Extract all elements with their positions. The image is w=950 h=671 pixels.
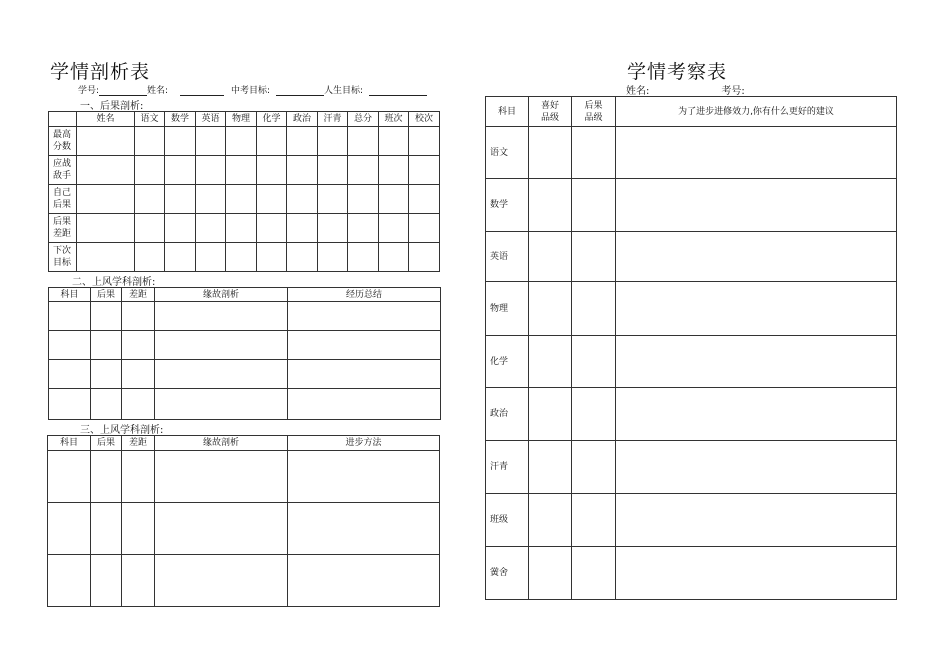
entry-cell[interactable]: [165, 156, 196, 185]
row-label-line2: 目标: [53, 258, 72, 268]
entry-cell[interactable]: [616, 179, 897, 232]
subject-label: 英语: [486, 232, 529, 282]
entry-cell[interactable]: [572, 282, 616, 336]
entry-cell[interactable]: [379, 185, 409, 214]
header-cell: 差距: [122, 436, 155, 451]
name-label: 姓名:: [147, 86, 169, 96]
entry-cell[interactable]: [77, 214, 135, 243]
entry-cell[interactable]: [409, 127, 440, 156]
row-label: [49, 156, 77, 185]
header-cell: 语文: [135, 112, 165, 127]
header-cell: 英语: [196, 112, 226, 127]
table-row: [49, 243, 440, 272]
student-id-blank[interactable]: [99, 86, 147, 96]
table-row: [48, 503, 440, 555]
entry-cell[interactable]: [288, 302, 441, 331]
strong-subject-table: [48, 287, 441, 420]
entry-cell[interactable]: [48, 503, 91, 555]
entry-cell[interactable]: [77, 156, 135, 185]
entry-cell[interactable]: [287, 156, 318, 185]
entry-cell[interactable]: [318, 243, 348, 272]
header-cell: 汗青: [318, 112, 348, 127]
entry-cell[interactable]: [257, 243, 287, 272]
subject-label: 语文: [486, 127, 529, 179]
header-cell: 姓名: [77, 112, 135, 127]
table-header-row: [49, 112, 440, 127]
entry-cell[interactable]: [91, 555, 122, 607]
subject-label: 数学: [486, 179, 529, 232]
name-blank[interactable]: [180, 86, 224, 96]
row-label-line1: 后果: [53, 217, 72, 227]
table-row: [48, 555, 440, 607]
name-label: 姓名:: [626, 86, 650, 97]
exam-target-blank[interactable]: [276, 86, 324, 96]
entry-cell[interactable]: [49, 302, 91, 331]
row-label: [49, 185, 77, 214]
entry-cell[interactable]: [409, 185, 440, 214]
entry-cell[interactable]: [616, 547, 897, 600]
entry-cell[interactable]: [257, 185, 287, 214]
entry-cell[interactable]: [287, 127, 318, 156]
entry-cell[interactable]: [616, 232, 897, 282]
entry-cell[interactable]: [48, 555, 91, 607]
header-cell: 进步方法: [288, 436, 440, 451]
header-cell: 差距: [122, 288, 155, 302]
header-cell: 缘故剖析: [155, 288, 288, 302]
entry-cell[interactable]: [165, 127, 196, 156]
entry-cell[interactable]: [409, 243, 440, 272]
table-header-row: [486, 97, 897, 127]
entry-cell[interactable]: [77, 243, 135, 272]
entry-cell[interactable]: [616, 336, 897, 388]
subject-label: 黉舍: [486, 547, 529, 600]
table-row: [49, 156, 440, 185]
row-label-line1: 自己: [53, 188, 72, 198]
header-cell: [49, 112, 77, 127]
entry-cell[interactable]: [572, 547, 616, 600]
entry-cell[interactable]: [318, 185, 348, 214]
entry-cell[interactable]: [348, 185, 379, 214]
entry-cell[interactable]: [572, 232, 616, 282]
entry-cell[interactable]: [155, 503, 288, 555]
entry-cell[interactable]: [122, 360, 155, 389]
life-target-blank[interactable]: [369, 86, 427, 96]
life-target-label: 人生目标:: [324, 86, 364, 96]
entry-cell[interactable]: [91, 360, 122, 389]
entry-cell[interactable]: [91, 451, 122, 503]
table-row: [49, 127, 440, 156]
row-label-line2: 差距: [53, 229, 72, 239]
table-header-row: [48, 436, 440, 451]
entry-cell[interactable]: [379, 156, 409, 185]
subject-header: 科目: [486, 97, 529, 127]
header-cell: 总分: [348, 112, 379, 127]
entry-cell[interactable]: [122, 503, 155, 555]
row-label: [49, 127, 77, 156]
entry-cell[interactable]: [572, 336, 616, 388]
entry-cell[interactable]: [91, 331, 122, 360]
entry-cell[interactable]: [287, 243, 318, 272]
header-cell: 后果: [91, 288, 122, 302]
entry-cell[interactable]: [318, 214, 348, 243]
entry-cell[interactable]: [77, 185, 135, 214]
entry-cell[interactable]: [165, 185, 196, 214]
row-label: [49, 214, 77, 243]
entry-cell[interactable]: [379, 243, 409, 272]
entry-cell[interactable]: [616, 441, 897, 494]
header-cell: 科目: [49, 288, 91, 302]
entry-cell[interactable]: [155, 360, 288, 389]
header-cell: 经历总结: [288, 288, 441, 302]
table-row: [486, 282, 897, 336]
entry-cell[interactable]: [91, 389, 122, 420]
entry-cell[interactable]: [122, 302, 155, 331]
left-title: 学情剖析表: [50, 61, 151, 83]
entry-cell[interactable]: [529, 547, 572, 600]
entry-cell[interactable]: [196, 243, 226, 272]
entry-cell[interactable]: [379, 127, 409, 156]
entry-cell[interactable]: [348, 127, 379, 156]
entry-cell[interactable]: [226, 243, 257, 272]
entry-cell[interactable]: [257, 156, 287, 185]
row-label-line1: 应战: [53, 159, 72, 169]
entry-cell[interactable]: [257, 127, 287, 156]
table-header-row: [49, 288, 441, 302]
entry-cell[interactable]: [288, 331, 441, 360]
results-analysis-table: [48, 111, 440, 272]
entry-cell[interactable]: [91, 503, 122, 555]
header-cell: 数学: [165, 112, 196, 127]
table-row: [486, 547, 897, 600]
entry-cell[interactable]: [77, 127, 135, 156]
entry-cell[interactable]: [48, 451, 91, 503]
entry-cell[interactable]: [529, 441, 572, 494]
entry-cell[interactable]: [287, 185, 318, 214]
row-label-line2: 敌手: [53, 171, 72, 181]
entry-cell[interactable]: [91, 302, 122, 331]
entry-cell[interactable]: [196, 185, 226, 214]
entry-cell[interactable]: [155, 389, 288, 420]
result-grade-header: [572, 97, 616, 127]
entry-cell[interactable]: [348, 243, 379, 272]
entry-cell[interactable]: [155, 451, 288, 503]
entry-cell[interactable]: [135, 214, 165, 243]
entry-cell[interactable]: [226, 185, 257, 214]
entry-cell[interactable]: [122, 389, 155, 420]
entry-cell[interactable]: [155, 555, 288, 607]
entry-cell[interactable]: [529, 179, 572, 232]
entry-cell[interactable]: [122, 451, 155, 503]
header-cell: 物理: [226, 112, 257, 127]
entry-cell[interactable]: [226, 127, 257, 156]
entry-cell[interactable]: [572, 179, 616, 232]
entry-cell[interactable]: [288, 451, 440, 503]
row-label-line1: 最高: [53, 130, 72, 140]
exam-target-label: 中考目标:: [230, 86, 271, 96]
entry-cell[interactable]: [572, 388, 616, 441]
subject-label: 汗青: [486, 441, 529, 494]
entry-cell[interactable]: [196, 127, 226, 156]
like-grade-header: [529, 97, 572, 127]
header-cell: 校次: [409, 112, 440, 127]
row-label-line1: 下次: [53, 246, 72, 256]
entry-cell[interactable]: [49, 331, 91, 360]
header-cell: 化学: [257, 112, 287, 127]
table-row: [49, 360, 441, 389]
header-cell: 科目: [48, 436, 91, 451]
table-row: [49, 302, 441, 331]
entry-cell[interactable]: [409, 214, 440, 243]
header-cell: 班次: [379, 112, 409, 127]
entry-cell[interactable]: [155, 331, 288, 360]
table-row: [486, 441, 897, 494]
subject-label: 政治: [486, 388, 529, 441]
entry-cell[interactable]: [616, 127, 897, 179]
entry-cell[interactable]: [529, 282, 572, 336]
section1-heading: 一、后果剖析:: [80, 101, 144, 112]
entry-cell[interactable]: [572, 441, 616, 494]
result-grade-header-line1: 后果: [584, 100, 603, 111]
entry-cell[interactable]: [155, 302, 288, 331]
entry-cell[interactable]: [226, 156, 257, 185]
like-grade-header-line1: 喜好: [540, 100, 559, 111]
table-row: [486, 336, 897, 388]
entry-cell[interactable]: [409, 156, 440, 185]
section3-heading: 三、上风学科剖析:: [80, 425, 164, 436]
entry-cell[interactable]: [318, 127, 348, 156]
row-label-line2: 后果: [53, 200, 72, 210]
entry-cell[interactable]: [379, 214, 409, 243]
table-row: [486, 127, 897, 179]
header-cell: 后果: [91, 436, 122, 451]
exam-number-label: 考号:: [721, 86, 745, 97]
table-row: [49, 331, 441, 360]
entry-cell[interactable]: [135, 156, 165, 185]
entry-cell[interactable]: [348, 214, 379, 243]
header-cell: 政治: [287, 112, 318, 127]
entry-cell[interactable]: [135, 243, 165, 272]
right-info-row: [626, 82, 849, 97]
entry-cell[interactable]: [226, 214, 257, 243]
entry-cell[interactable]: [616, 388, 897, 441]
entry-cell[interactable]: [257, 214, 287, 243]
entry-cell[interactable]: [135, 127, 165, 156]
entry-cell[interactable]: [288, 389, 441, 420]
table-row: [486, 388, 897, 441]
entry-cell[interactable]: [529, 127, 572, 179]
entry-cell[interactable]: [165, 243, 196, 272]
entry-cell[interactable]: [122, 331, 155, 360]
subject-label: 物理: [486, 282, 529, 336]
entry-cell[interactable]: [49, 389, 91, 420]
row-label: [49, 243, 77, 272]
entry-cell[interactable]: [196, 214, 226, 243]
entry-cell[interactable]: [287, 214, 318, 243]
table-row: [49, 214, 440, 243]
table-row: [486, 179, 897, 232]
row-label-line2: 分数: [53, 142, 72, 152]
study-survey-table: [485, 96, 897, 600]
entry-cell[interactable]: [572, 494, 616, 547]
header-cell: 缘故剖析: [155, 436, 288, 451]
section2-heading: 二、上风学科剖析:: [72, 277, 156, 288]
entry-cell[interactable]: [616, 282, 897, 336]
entry-cell[interactable]: [572, 127, 616, 179]
entry-cell[interactable]: [288, 555, 440, 607]
subject-improvement-table: [47, 435, 440, 607]
student-id-label: 学号:: [78, 86, 100, 96]
entry-cell[interactable]: [288, 360, 441, 389]
entry-cell[interactable]: [529, 494, 572, 547]
table-row: [49, 389, 441, 420]
entry-cell[interactable]: [288, 503, 440, 555]
table-row: [48, 451, 440, 503]
suggestion-header: 为了进步进修效力,你有什么更好的建议: [616, 97, 897, 127]
entry-cell[interactable]: [49, 360, 91, 389]
table-row: [49, 185, 440, 214]
right-title: 学情考察表: [627, 61, 728, 83]
left-info-row: [78, 83, 427, 96]
subject-label: 班级: [486, 494, 529, 547]
entry-cell[interactable]: [529, 388, 572, 441]
entry-cell[interactable]: [529, 336, 572, 388]
entry-cell[interactable]: [318, 156, 348, 185]
like-grade-header-line2: 品级: [540, 112, 559, 123]
entry-cell[interactable]: [135, 185, 165, 214]
entry-cell[interactable]: [165, 214, 196, 243]
entry-cell[interactable]: [122, 555, 155, 607]
subject-label: 化学: [486, 336, 529, 388]
entry-cell[interactable]: [196, 156, 226, 185]
entry-cell[interactable]: [529, 232, 572, 282]
result-grade-header-line2: 品级: [584, 112, 603, 123]
table-row: [486, 494, 897, 547]
entry-cell[interactable]: [616, 494, 897, 547]
table-row: [486, 232, 897, 282]
entry-cell[interactable]: [348, 156, 379, 185]
